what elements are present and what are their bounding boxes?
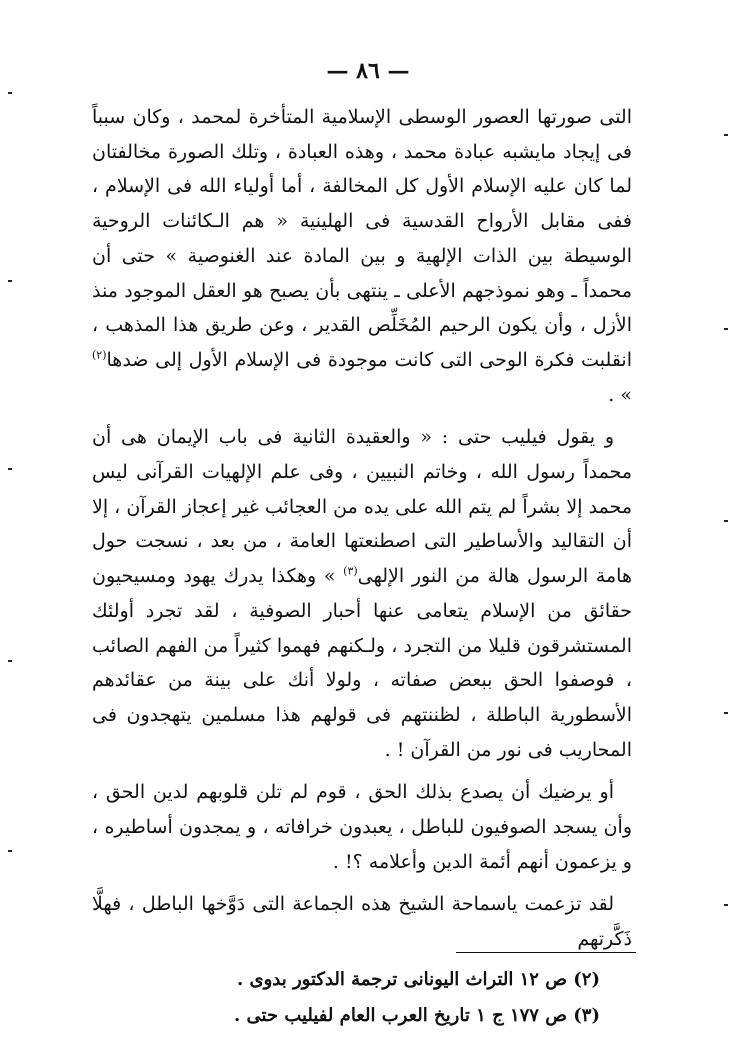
- body-text: [92, 100, 632, 957]
- paragraph-3-text: يدرك يهود ومسيحيون حقائق من الإسلام يتعامى عنها أحبار الصوفية ، لقد تجرد أولئك المستشرقون قليلا من التجرد ، ولـكنهم فهموا كثيراً من الفهم الصائب ، فوصفوا الحق ببعض صفاته ، ولولا أنك على بينة من عقائدهم الأسطورية الباطلة ، لظننتهم فى قولهم هذا مسلمين يتهجدون فى المحاريب فى نور من القرآن ! .: [92, 565, 632, 761]
- margin-tick: [8, 92, 12, 94]
- margin-tick: [8, 660, 12, 662]
- margin-tick: [724, 134, 728, 136]
- footnote-divider: [456, 952, 636, 953]
- paragraph-5: لقد تزعمت ياسماحة الشيخ هذه الجماعة التى دَوَّخها الباطل ، فهلَّا ذَكَّرتهم: [92, 893, 632, 951]
- margin-tick: [8, 280, 12, 282]
- paragraph-1: [92, 100, 632, 412]
- paragraph-2-closing: » وهكذا: [271, 565, 344, 588]
- footnote-ref-3: (٣): [343, 564, 358, 578]
- paragraph-4: أو يرضيك أن يصدع بذلك الحق ، قوم لم تلن قلوبهم لدين الحق ، وأن يسجد الصوفيون للباطل ، يعبدون خرافاته ، و يمجدون أساطيره ، و يزعمون أنهم أئمة الدين وأعلامه ؟! .: [92, 781, 632, 873]
- margin-tick: [724, 328, 728, 330]
- margin-tick: [8, 468, 12, 470]
- footnote-2: (٢) ص ١٢ التراث اليونانى ترجمة الدكتور بدوى .: [236, 969, 600, 990]
- paragraph-2-text: و يقول فيليب حتى : « والعقيدة الثانية فى باب الإيمان هى أن محمداً رسول الله ، وخاتم النبيين ، وفى علم الإلهيات القرآنى ليس محمد إلا بشراً لم يتم الله على يده من العجائب غير إعجاز القرآن ، إلا أن التقاليد والأساطير التى اصطنعتها العامة ، من بعد ، نسجت حول هامة الرسول هالة من النور الإلهى: [92, 426, 632, 588]
- paragraph-1-text: التى صورتها العصور الوسطى الإسلامية المتأخرة لمحمد ، وكان سبباً فى إيجاد مايشبه عبادة محمد ، وهذه العبادة ، وتلك الصورة مخالفتان لما كان عليه الإسلام الأول كل المخالفة ، أما أولياء الله فى الإسلام ، ففى مقابل الأرواح القدسية فى الهلينية « هم الـكائنات الروحية الوسيطة بين الذات الإلهية و بين المادة عند الغنوصية » حتى أن محمداً ـ وهو نموذجهم الأعلى ـ ينتهى بأن يصبح هو العقل الموجود منذ الأزل ، وأن يكون الرحيم المُخَلِّص القدير ، وعن طريق هذا المذهب ، انقلبت فكرة الوحى التى كانت موجودة فى الإسلام الأول إلى ضدها: [92, 106, 632, 371]
- margin-tick: [8, 850, 12, 852]
- margin-tick: [724, 712, 728, 714]
- footnote-ref-2: (٢): [92, 348, 107, 362]
- footnotes: [180, 962, 600, 1034]
- page-number: — ٨٦ —: [326, 58, 410, 84]
- footnote-3: (٣) ص ١٧٧ ج ١ تاريخ العرب العام لفيليب حتى .: [233, 1005, 600, 1026]
- paragraph-1-closing: » .: [608, 383, 632, 406]
- margin-tick: [724, 520, 728, 522]
- paragraph-2: [92, 420, 632, 767]
- margin-tick: [724, 904, 728, 906]
